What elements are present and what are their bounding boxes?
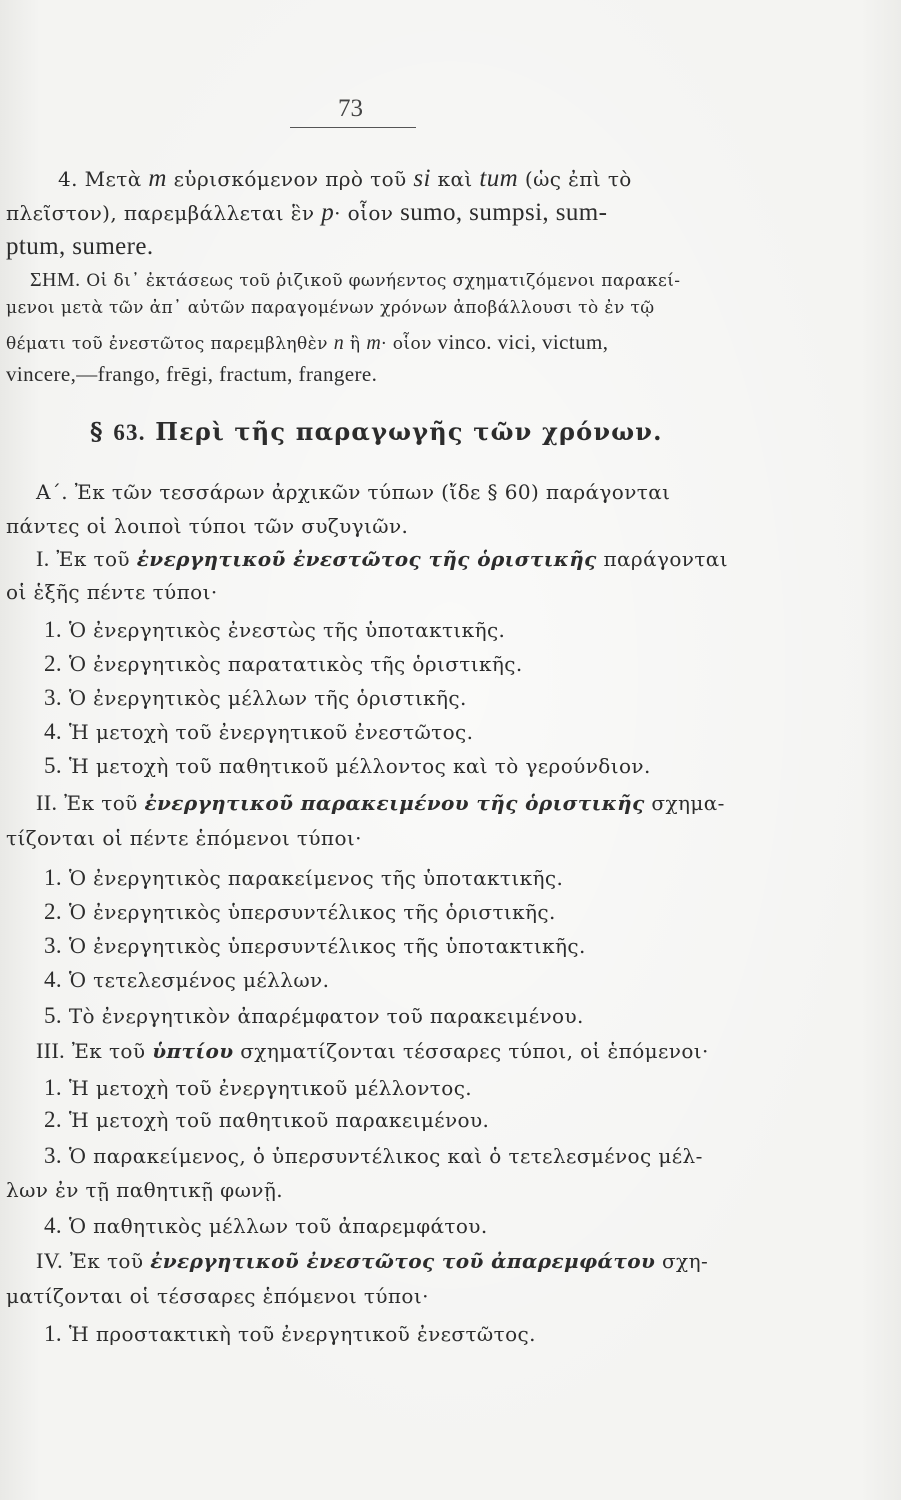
section-IV-item: 1. Ἡ προστακτικὴ τοῦ ἐνεργητικοῦ ἐνεστῶτος.	[44, 1321, 536, 1346]
section-I-item: 1. Ὁ ἐνεργητικὸς ἐνεστὼς τῆς ὑποτακτικῆς.	[44, 617, 506, 642]
section-number: 63.	[113, 420, 146, 445]
A-line2: πάντες οἱ λοιποὶ τύποι τῶν συζυγιῶν.	[6, 514, 409, 538]
header-rule	[290, 127, 416, 128]
section-II-item: 1. Ὁ ἐνεργητικὸς παρακείμενος τῆς ὑποτακτικῆς.	[44, 865, 564, 890]
section-I-line1: I. Ἐκ τοῦ ἐνεργητικοῦ ἐνεστῶτος τῆς ὁριστικῆς παράγονται	[36, 546, 728, 571]
section-II-item: 5. Τὸ ἐνεργητικὸν ἀπαρέμφατον τοῦ παρακειμένου.	[44, 1003, 584, 1028]
para4-line1: 4. Μετὰ m εὑρισκόμενον πρὸ τοῦ si καὶ tum (ὡς ἐπὶ τὸ	[58, 165, 632, 192]
A-line1: Α΄. Ἐκ τῶν τεσσάρων ἀρχικῶν τύπων (ἴδε § 60) παράγονται	[36, 480, 671, 504]
section-III-item: 2. Ἡ μετοχὴ τοῦ παθητικοῦ παρακειμένου.	[44, 1107, 490, 1132]
section-II-line2: τίζονται οἱ πέντε ἑπόμενοι τύποι·	[6, 826, 362, 850]
para4-line2: πλεῖστον), παρεμβάλλεται ἓν p· οἷον sumo, sumpsi, sum-	[6, 199, 608, 226]
section-I-line2: οἱ ἑξῆς πέντε τύποι·	[6, 580, 218, 604]
section-symbol: §	[90, 417, 104, 446]
note-line2: μενοι μετὰ τῶν ἀπ᾽ αὐτῶν παραγομένων χρόνων ἀποβάλλουσι τὸ ἐν τῷ	[6, 298, 655, 318]
section-I-item: 5. Ἡ μετοχὴ τοῦ παθητικοῦ μέλλοντος καὶ τὸ γερούνδιον.	[44, 753, 651, 778]
section-IV-line2: ματίζονται οἱ τέσσαρες ἑπόμενοι τύποι·	[6, 1284, 429, 1308]
section-I-item: 3. Ὁ ἐνεργητικὸς μέλλων τῆς ὁριστικῆς.	[44, 685, 467, 710]
note-line1: ΣΗΜ. Οἱ δι᾽ ἐκτάσεως τοῦ ῥιζικοῦ φωνήεντος σχηματιζόμενοι παρακεί-	[30, 269, 681, 291]
section-title: Περὶ τῆς παραγωγῆς τῶν χρόνων.	[155, 417, 663, 446]
section-II-item: 2. Ὁ ἐνεργητικὸς ὑπερσυντέλικος τῆς ὁριστικῆς.	[44, 899, 556, 924]
section-63-heading	[90, 417, 663, 446]
section-I-item: 2. Ὁ ἐνεργητικὸς παρατατικὸς τῆς ὁριστικῆς.	[44, 651, 523, 676]
section-III-item3-continuation: λων ἐν τῇ παθητικῇ φωνῇ.	[6, 1178, 283, 1202]
section-II-item: 4. Ὁ τετελεσμένος μέλλων.	[44, 967, 330, 992]
section-I-item: 4. Ἡ μετοχὴ τοῦ ἐνεργητικοῦ ἐνεστῶτος.	[44, 719, 474, 744]
note-line3: θέματι τοῦ ἐνεστῶτος παρεμβληθὲν n ἢ m· οἷον vinco. vici, victum,	[6, 330, 609, 354]
section-III-line1: III. Ἐκ τοῦ ὑπτίου σχηματίζονται τέσσαρες τύποι, οἱ ἑπόμενοι·	[36, 1038, 709, 1063]
section-III-item: 1. Ἡ μετοχὴ τοῦ ἐνεργητικοῦ μέλλοντος.	[44, 1075, 473, 1100]
section-II-line1: II. Ἐκ τοῦ ἐνεργητικοῦ παρακειμένου τῆς ὁριστικῆς σχημα-	[36, 790, 725, 815]
note-line4: vincere,—frango, frēgi, fractum, frangere.	[6, 362, 378, 386]
section-IV-line1: IV. Ἐκ τοῦ ἐνεργητικοῦ ἐνεστῶτος τοῦ ἀπαρεμφάτου σχη-	[36, 1248, 709, 1273]
section-III-item: 3. Ὁ παρακείμενος, ὁ ὑπερσυντέλικος καὶ ὁ τετελεσμένος μέλ-	[44, 1143, 703, 1168]
section-III-item: 4. Ὁ παθητικὸς μέλλων τοῦ ἀπαρεμφάτου.	[44, 1213, 488, 1238]
page-number: 73	[338, 95, 363, 122]
section-II-item: 3. Ὁ ἐνεργητικὸς ὑπερσυντέλικος τῆς ὑποτακτικῆς.	[44, 933, 586, 958]
para4-line3: ptum, sumere.	[6, 233, 154, 260]
